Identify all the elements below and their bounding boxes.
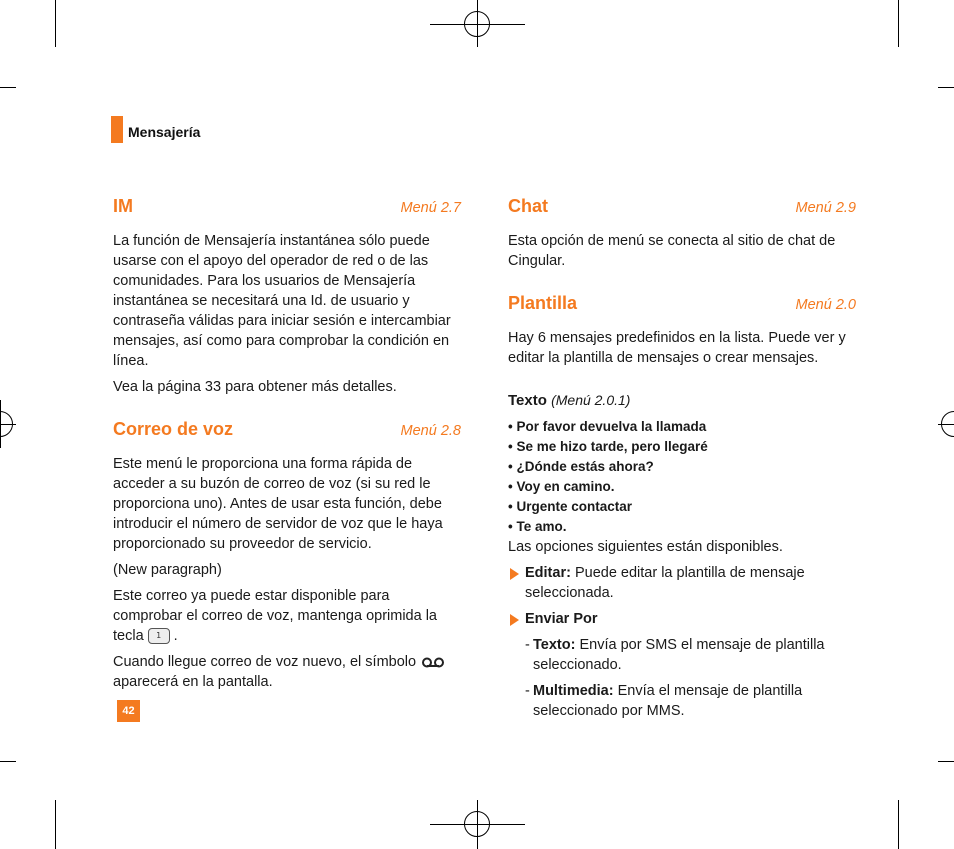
list-item: • Por favor devuelva la llamada — [508, 419, 707, 434]
im-title: IM — [113, 196, 133, 216]
crop-mark — [898, 800, 899, 849]
right-column — [508, 196, 856, 721]
sms-label: Texto: — [533, 637, 576, 653]
section-header: Mensajería — [128, 124, 201, 140]
chat-menu-ref: Menú 2.9 — [795, 200, 856, 216]
arrow-right-icon — [510, 568, 519, 580]
voicemail-paragraph: Este menú le proporciona una forma rápida de acceder a su buzón de correo de voz (si su red le proporciona uno). Antes de usar esta función, debe introducir el número de servidor de voz que le haya proporcionado su proveedor de servicio. — [113, 456, 443, 552]
mms-desc: Envía el mensaje de plantilla seleccionado por MMS. — [533, 683, 803, 719]
mms-option — [508, 681, 856, 721]
sms-desc: Envía por SMS el mensaje de plantilla seleccionado. — [533, 637, 825, 673]
registration-line — [477, 0, 478, 47]
voicemail-title: Correo de voz — [113, 419, 234, 439]
voicemail-key-end: . — [173, 628, 178, 644]
templates-menu-ref: Menú 2.0 — [795, 297, 856, 313]
list-item: • Se me hizo tarde, pero llegaré — [508, 439, 708, 454]
voicemail-key-paragraph — [113, 586, 461, 646]
voicemail-note: (New paragraph) — [113, 562, 222, 578]
templates-title: Plantilla — [508, 293, 578, 313]
mms-label: Multimedia: — [533, 683, 614, 699]
list-item: • Te amo. — [508, 519, 567, 534]
voicemail-key-text: Este correo ya puede estar disponible para comprobar el correo de voz, mantenga oprimida la tecla — [113, 588, 437, 644]
crop-mark — [55, 0, 56, 47]
im-reference-paragraph: Vea la página 33 para obtener más detalles. — [113, 379, 397, 395]
voicemail-menu-ref: Menú 2.8 — [400, 423, 461, 439]
im-paragraph: La función de Mensajería instantánea sólo puede usarse con el apoyo del operador de red o de las comunidades. Para los usuarios de Mensajería instantánea se necesitará una Id. de usuario y contraseña válidas para iniciar sesión e intercambiar mensajes, así como para comprobar la condición en línea. — [113, 233, 451, 369]
crop-mark — [898, 0, 899, 47]
template-list — [508, 417, 856, 537]
registration-line — [938, 424, 954, 425]
text-subheading-menu: (Menú 2.0.1) — [551, 392, 631, 408]
registration-line — [477, 800, 478, 849]
im-menu-ref: Menú 2.7 — [400, 200, 461, 216]
edit-desc: Puede editar la plantilla de mensaje seleccionada. — [525, 565, 805, 601]
chat-heading-row — [508, 196, 856, 218]
list-item: • ¿Dónde estás ahora? — [508, 459, 654, 474]
page-number: 42 — [117, 700, 140, 722]
list-item: • Voy en camino. — [508, 479, 615, 494]
dash-marker: - — [525, 637, 530, 653]
templates-paragraph: Hay 6 mensajes predefinidos en la lista. Puede ver y editar la plantilla de mensajes o crear mensajes. — [508, 330, 846, 366]
sms-option — [508, 635, 856, 675]
send-label: Enviar Por — [525, 611, 598, 627]
section-tab-bar — [111, 116, 123, 143]
text-subheading-label: Texto — [508, 392, 547, 409]
crop-mark — [938, 87, 954, 88]
edit-label: Editar: — [525, 565, 571, 581]
im-heading-row — [113, 196, 461, 218]
left-column — [113, 196, 461, 692]
list-item: • Urgente contactar — [508, 499, 633, 514]
voicemail-symbol-paragraph — [113, 652, 461, 692]
templates-heading-row — [508, 293, 856, 315]
voicemail-icon — [422, 657, 444, 668]
crop-mark — [55, 800, 56, 849]
text-subheading — [508, 390, 856, 411]
registration-line — [0, 424, 16, 425]
crop-mark — [0, 87, 16, 88]
options-intro: Las opciones siguientes están disponibles. — [508, 539, 783, 555]
voicemail-symbol-end: aparecerá en la pantalla. — [113, 674, 273, 690]
dash-marker: - — [525, 683, 530, 699]
arrow-right-icon — [510, 614, 519, 626]
registration-line — [0, 400, 1, 448]
chat-paragraph: Esta opción de menú se conecta al sitio de chat de Cingular. — [508, 233, 836, 269]
crop-mark — [0, 761, 16, 762]
send-option — [508, 609, 856, 629]
chat-title: Chat — [508, 196, 548, 216]
voicemail-symbol-text: Cuando llegue correo de voz nuevo, el símbolo — [113, 654, 417, 670]
voicemail-heading-row — [113, 419, 461, 441]
crop-mark — [938, 761, 954, 762]
edit-option — [508, 563, 856, 603]
voicemail-key-icon: 1 — [148, 628, 170, 644]
